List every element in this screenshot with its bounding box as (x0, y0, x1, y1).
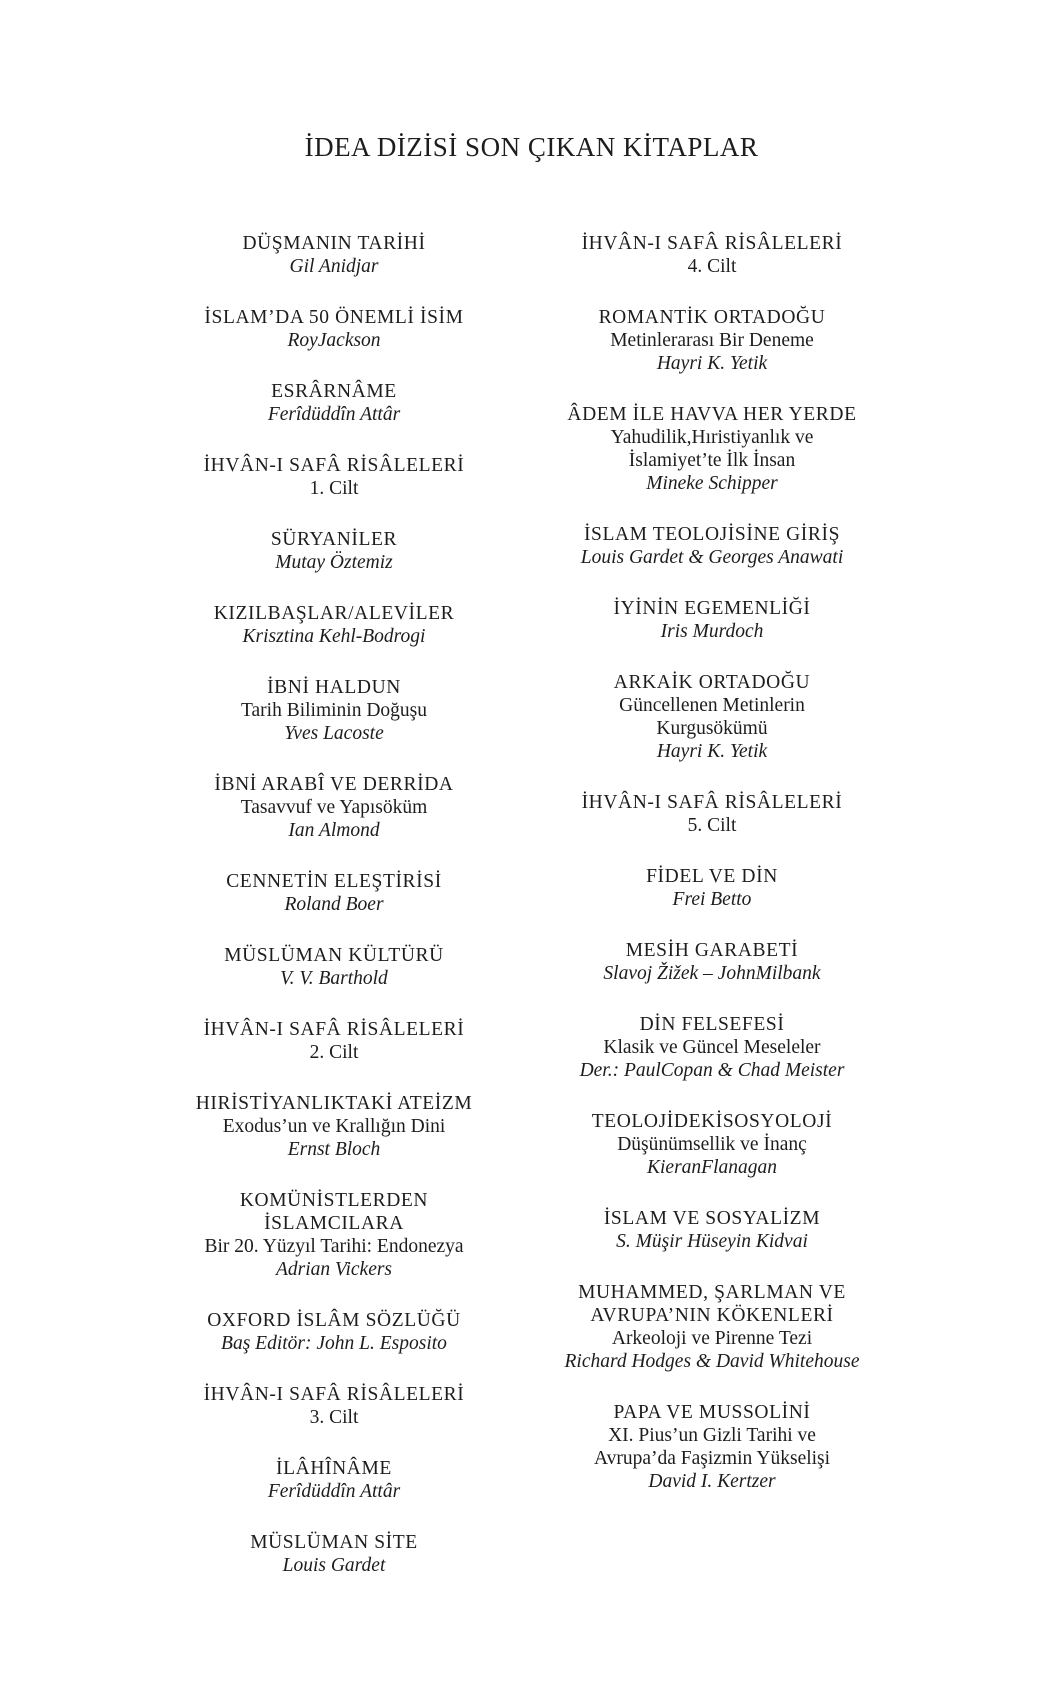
book-entry (532, 1013, 892, 1082)
book-title: KOMÜNİSTLERDEN (239, 1190, 429, 1211)
book-subtitle: Arkeoloji ve Pirenne Tezi (611, 1328, 813, 1349)
book-subtitle: Düşünümsellik ve İnanç (617, 1134, 807, 1155)
book-subtitle: Kurgusökümü (656, 718, 768, 739)
book-title: ÂDEM İLE HAVVA HER YERDE (567, 404, 857, 425)
book-title: İHVÂN-I SAFÂ RİSÂLELERİ (203, 1019, 465, 1040)
book-author: Frei Betto (672, 889, 752, 910)
book-author: Krisztina Kehl-Bodrogi (242, 626, 426, 647)
book-title: İBNİ HALDUN (267, 677, 401, 698)
left-book-column (154, 232, 514, 1605)
book-author: Slavoj Žižek – JohnMilbank (603, 963, 821, 984)
book-subtitle: Klasik ve Güncel Meseleler (603, 1037, 821, 1058)
book-title: İHVÂN-I SAFÂ RİSÂLELERİ (203, 1384, 465, 1405)
book-title: ROMANTİK ORTADOĞU (598, 307, 826, 328)
book-author: Richard Hodges & David Whitehouse (564, 1351, 860, 1372)
book-author: Der.: PaulCopan & Chad Meister (579, 1060, 845, 1081)
right-book-column (532, 232, 892, 1521)
book-title: CENNETİN ELEŞTİRİSİ (226, 871, 442, 892)
book-entry (154, 1457, 514, 1503)
book-entry (532, 523, 892, 569)
book-author: V. V. Barthold (280, 968, 388, 989)
book-entry (532, 232, 892, 278)
book-title: DİN FELSEFESİ (639, 1014, 785, 1035)
book-title: MÜSLÜMAN SİTE (250, 1532, 418, 1553)
book-entry (154, 380, 514, 426)
book-subtitle: Bir 20. Yüzyıl Tarihi: Endonezya (204, 1236, 464, 1257)
book-title: AVRUPA’NIN KÖKENLERİ (590, 1305, 834, 1326)
book-title: DÜŞMANIN TARİHİ (242, 233, 426, 254)
book-title: MESİH GARABETİ (625, 940, 799, 961)
book-subtitle: 3. Cilt (309, 1407, 359, 1428)
book-subtitle: Avrupa’da Faşizmin Yükselişi (593, 1448, 831, 1469)
book-title: İSLAM VE SOSYALİZM (603, 1208, 821, 1229)
book-entry (154, 1189, 514, 1281)
book-entry (154, 1531, 514, 1577)
book-entry (532, 1401, 892, 1493)
book-author: Hayri K. Yetik (656, 353, 768, 374)
book-entry (154, 232, 514, 278)
book-subtitle: Metinlerarası Bir Deneme (610, 330, 814, 351)
book-title: FİDEL VE DİN (646, 866, 778, 887)
book-author: RoyJackson (287, 330, 381, 351)
book-author: S. Müşir Hüseyin Kidvai (616, 1231, 808, 1252)
book-author: Ferîdüddîn Attâr (267, 1481, 401, 1502)
book-subtitle: 2. Cilt (309, 1042, 359, 1063)
book-author: Iris Murdoch (660, 621, 764, 642)
book-title: KIZILBAŞLAR/ALEVİLER (213, 603, 455, 624)
book-title: İHVÂN-I SAFÂ RİSÂLELERİ (581, 233, 843, 254)
book-entry (154, 454, 514, 500)
book-entry (532, 1281, 892, 1373)
page-title: İDEA DİZİSİ SON ÇIKAN KİTAPLAR (304, 132, 759, 162)
book-subtitle: Exodus’un ve Krallığın Dini (222, 1116, 446, 1137)
book-subtitle: Tarih Biliminin Doğuşu (240, 700, 428, 721)
book-subtitle: 5. Cilt (687, 815, 737, 836)
book-author: Roland Boer (284, 894, 384, 915)
book-author: Ian Almond (288, 820, 380, 841)
book-entry (154, 1018, 514, 1064)
book-entry (532, 939, 892, 985)
book-author: David I. Kertzer (648, 1471, 776, 1492)
book-entry (532, 403, 892, 495)
book-title: TEOLOJİDEKİSOSYOLOJİ (591, 1111, 833, 1132)
book-author: Yves Lacoste (284, 723, 384, 744)
book-subtitle: Tasavvuf ve Yapısöküm (240, 797, 428, 818)
book-entry (154, 1092, 514, 1161)
book-subtitle: Güncellenen Metinlerin (619, 695, 805, 716)
book-title: İSLAM TEOLOJİSİNE GİRİŞ (583, 524, 841, 545)
book-author: Louis Gardet (282, 1555, 386, 1576)
book-title: İSLAMCILARA (264, 1213, 404, 1234)
book-title: İBNİ ARABÎ VE DERRİDA (214, 774, 454, 795)
book-author: Louis Gardet & Georges Anawati (580, 547, 844, 568)
book-title: İLÂHÎNÂME (276, 1458, 392, 1479)
book-entry (532, 865, 892, 911)
book-title: HIRİSTİYANLIKTAKİ ATEİZM (195, 1093, 473, 1114)
book-title: İHVÂN-I SAFÂ RİSÂLELERİ (203, 455, 465, 476)
book-subtitle: Yahudilik,Hıristiyanlık ve (610, 427, 814, 448)
book-entry (532, 1207, 892, 1253)
book-entry (154, 944, 514, 990)
book-author: Mutay Öztemiz (275, 552, 393, 573)
book-entry (532, 671, 892, 763)
book-entry (154, 528, 514, 574)
book-title: İHVÂN-I SAFÂ RİSÂLELERİ (581, 792, 843, 813)
book-subtitle: İslamiyet’te İlk İnsan (628, 450, 796, 471)
book-title: MUHAMMED, ŞARLMAN VE (578, 1282, 846, 1303)
book-entry (532, 1110, 892, 1179)
book-author: Gil Anidjar (289, 256, 379, 277)
book-title: SÜRYANİLER (270, 529, 398, 550)
book-entry (154, 306, 514, 352)
book-title: PAPA VE MUSSOLİNİ (613, 1402, 811, 1423)
book-author: Adrian Vickers (275, 1259, 393, 1280)
book-title: ARKAİK ORTADOĞU (613, 672, 811, 693)
book-subtitle: 4. Cilt (687, 256, 737, 277)
book-entry (154, 1309, 514, 1355)
book-author: Ernst Bloch (287, 1139, 381, 1160)
book-entry (532, 791, 892, 837)
book-title: İSLAM’DA 50 ÖNEMLİ İSİM (204, 307, 464, 328)
book-entry (154, 870, 514, 916)
book-entry (154, 773, 514, 842)
book-author: Hayri K. Yetik (656, 741, 768, 762)
book-author: Mineke Schipper (646, 473, 778, 494)
book-subtitle: 1. Cilt (309, 478, 359, 499)
book-title: MÜSLÜMAN KÜLTÜRÜ (224, 945, 444, 966)
book-title: İYİNİN EGEMENLİĞİ (613, 598, 811, 619)
book-entry (154, 1383, 514, 1429)
book-subtitle: XI. Pius’un Gizli Tarihi ve (608, 1425, 816, 1446)
book-entry (532, 306, 892, 375)
book-author: Ferîdüddîn Attâr (267, 404, 401, 425)
book-entry (154, 602, 514, 648)
book-author: Baş Editör: John L. Esposito (221, 1333, 447, 1354)
book-title: OXFORD İSLÂM SÖZLÜĞÜ (207, 1310, 461, 1331)
book-title: ESRÂRNÂME (271, 381, 397, 402)
book-entry (532, 597, 892, 643)
book-author: KieranFlanagan (647, 1157, 777, 1178)
book-entry (154, 676, 514, 745)
